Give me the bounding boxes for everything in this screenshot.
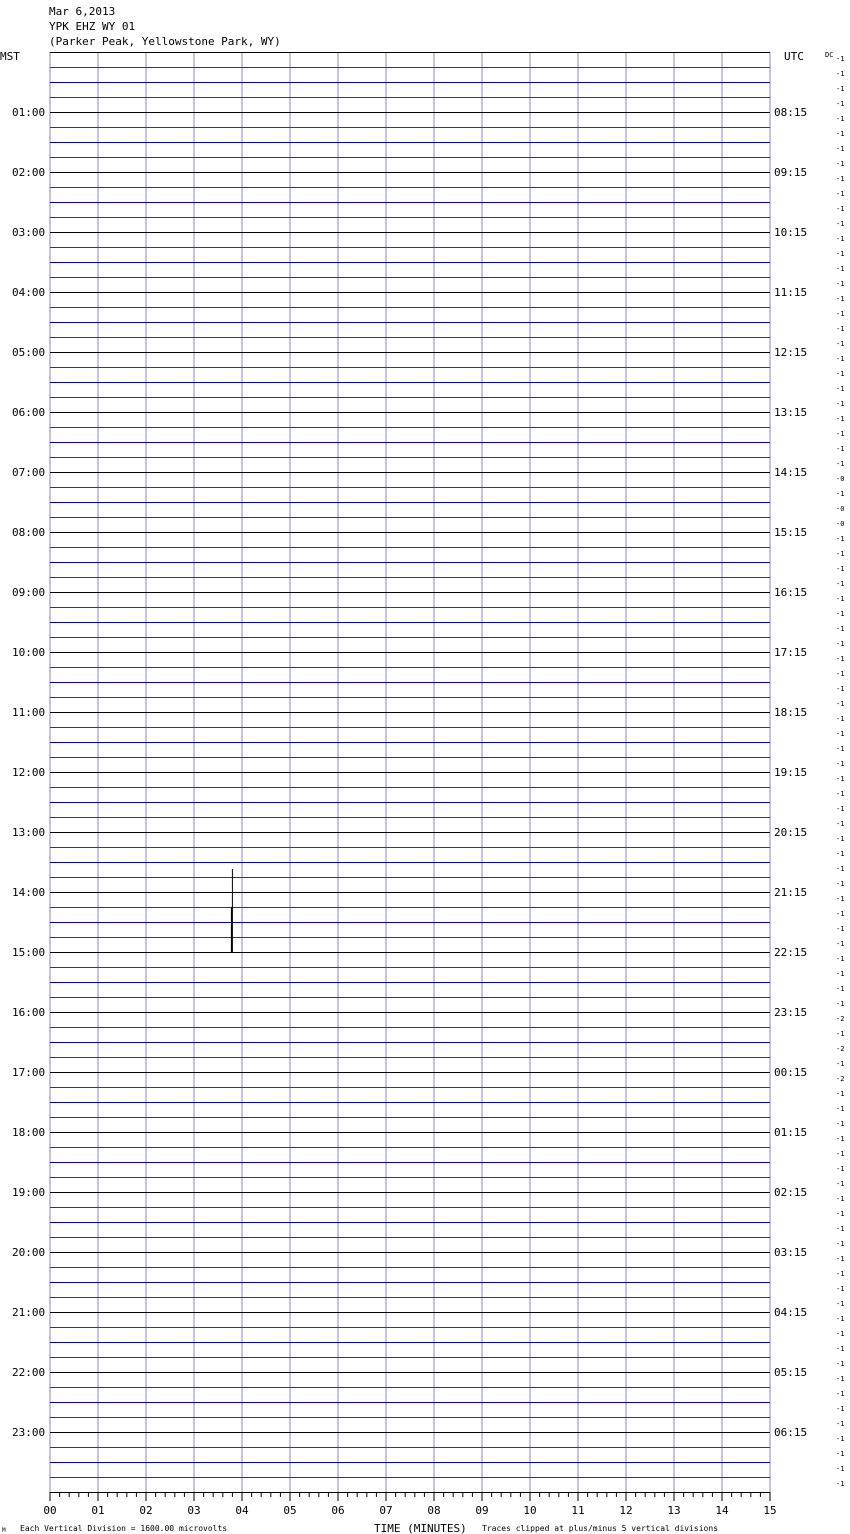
dc-offset-label: -1 [836,580,845,588]
mst-hour-label: 03:00 [12,226,46,239]
dc-offset-label: -1 [836,625,845,633]
x-tick-label: 04 [235,1504,249,1517]
x-tick-label: 01 [91,1504,105,1517]
dc-offset-label: -1 [836,445,845,453]
utc-hour-label: 18:15 [774,706,808,719]
dc-offset-label: -1 [836,1480,845,1488]
chart-date: Mar 6,2013 [49,5,116,18]
dc-offset-label: -1 [836,355,845,363]
mst-hour-label: 11:00 [12,706,46,719]
x-tick-label: 02 [139,1504,153,1517]
x-tick-label: 07 [379,1504,393,1517]
utc-hour-label: 10:15 [774,226,808,239]
utc-hour-label: 23:15 [774,1006,808,1019]
mst-hour-label: 05:00 [12,346,46,359]
dc-offset-label: -1 [836,340,845,348]
dc-offset-label: -1 [836,1135,845,1143]
dc-offset-label: -1 [836,175,845,183]
dc-offset-label: -1 [836,1060,845,1068]
utc-hour-label: 13:15 [774,406,808,419]
dc-offset-label: -1 [836,565,845,573]
mst-hour-label: 21:00 [12,1306,46,1319]
dc-offset-label: -1 [836,1435,845,1443]
dc-offset-label: -1 [836,250,845,258]
dc-offset-label: -1 [836,1300,845,1308]
dc-offset-label: -1 [836,865,845,873]
mst-axis-title: MST [0,50,20,63]
dc-offset-label: -1 [836,1255,845,1263]
dc-offset-label: -1 [836,295,845,303]
dc-offset-label: -1 [836,190,845,198]
utc-hour-label: 14:15 [774,466,808,479]
dc-offset-label: -1 [836,550,845,558]
dc-offset-label: -1 [836,970,845,978]
mst-hour-label: 06:00 [12,406,46,419]
dc-offset-label: -0 [836,520,845,528]
dc-offset-label: -1 [836,370,845,378]
dc-offset-label: -1 [836,925,845,933]
dc-offset-label: -1 [836,205,845,213]
dc-offset-label: -1 [836,1390,845,1398]
dc-offset-label: -2 [836,1075,845,1083]
dc-offset-label: -1 [836,100,845,108]
dc-offset-label: -1 [836,1285,845,1293]
dc-offset-label: -1 [836,1270,845,1278]
dc-offset-label: -1 [836,115,845,123]
x-axis-title: TIME (MINUTES) [374,1522,467,1534]
dc-offset-label: -1 [836,595,845,603]
mst-hour-label: 19:00 [12,1186,46,1199]
mst-hour-label: 12:00 [12,766,46,779]
mst-hour-label: 18:00 [12,1126,46,1139]
dc-offset-label: -1 [836,1375,845,1383]
mst-hour-label: 04:00 [12,286,46,299]
utc-hour-label: 19:15 [774,766,808,779]
dc-offset-label: -1 [836,940,845,948]
dc-offset-label: -1 [836,430,845,438]
x-tick-label: 11 [571,1504,585,1517]
dc-offset-label: -1 [836,1195,845,1203]
mst-hour-label: 08:00 [12,526,46,539]
dc-offset-label: -1 [836,1360,845,1368]
dc-offset-label: -1 [836,880,845,888]
utc-hour-label: 01:15 [774,1126,808,1139]
dc-offset-label: -1 [836,1210,845,1218]
dc-offset-label: -1 [836,655,845,663]
utc-hour-label: 11:15 [774,286,808,299]
dc-offset-label: -1 [836,805,845,813]
dc-offset-label: -1 [836,145,845,153]
dc-offset-label: -0 [836,475,845,483]
dc-offset-label: -1 [836,1405,845,1413]
utc-hour-label: 21:15 [774,886,808,899]
dc-offset-label: -1 [836,535,845,543]
dc-offset-label: -0 [836,505,845,513]
dc-offset-label: -1 [836,55,845,63]
dc-offset-label: -1 [836,820,845,828]
dc-offset-label: -1 [836,760,845,768]
dc-offset-label: -1 [836,490,845,498]
utc-hour-label: 08:15 [774,106,808,119]
dc-offset-label: -1 [836,715,845,723]
dc-offset-label: -1 [836,910,845,918]
clipping-note: Traces clipped at plus/minus 5 vertical divisions [482,1524,719,1533]
dc-offset-label: -1 [836,1030,845,1038]
vertical-division-note: Each Vertical Division = 1600.00 microvolts [20,1524,228,1533]
utc-hour-label: 06:15 [774,1426,808,1439]
mst-hour-label: 09:00 [12,586,46,599]
dc-offset-label: -1 [836,685,845,693]
dc-offset-label: -1 [836,1090,845,1098]
dc-offset-label: -2 [836,1045,845,1053]
mst-hour-label: 22:00 [12,1366,46,1379]
dc-offset-label: -1 [836,1150,845,1158]
station-code: YPK EHZ WY 01 [49,20,136,33]
dc-offset-label: -1 [836,1120,845,1128]
mst-hour-label: 20:00 [12,1246,46,1259]
x-tick-label: 00 [43,1504,57,1517]
mst-hour-label: 13:00 [12,826,46,839]
dc-offset-label: -1 [836,640,845,648]
station-location: (Parker Peak, Yellowstone Park, WY) [49,35,281,48]
x-tick-label: 06 [331,1504,345,1517]
dc-offset-label: -1 [836,1180,845,1188]
dc-offset-label: -1 [836,400,845,408]
dc-offset-label: -1 [836,85,845,93]
mst-hour-label: 07:00 [12,466,46,479]
utc-hour-label: 12:15 [774,346,808,359]
dc-offset-label: -1 [836,835,845,843]
mst-hour-label: 23:00 [12,1426,46,1439]
dc-offset-label: -1 [836,1315,845,1323]
mst-hour-label: 15:00 [12,946,46,959]
dc-offset-label: -1 [836,850,845,858]
dc-offset-label: -1 [836,130,845,138]
dc-offset-label: -1 [836,220,845,228]
mst-hour-label: 02:00 [12,166,46,179]
utc-axis-title: UTC [784,50,804,63]
dc-offset-label: -1 [836,1105,845,1113]
dc-offset-label: -1 [836,985,845,993]
dc-offset-label: -1 [836,70,845,78]
dc-offset-label: -1 [836,460,845,468]
mst-hour-label: 01:00 [12,106,46,119]
corner-mark: M [2,1527,6,1534]
x-tick-label: 09 [475,1504,489,1517]
utc-hour-label: 04:15 [774,1306,808,1319]
dc-offset-label: -1 [836,790,845,798]
mst-hour-label: 10:00 [12,646,46,659]
dc-offset-label: -1 [836,1345,845,1353]
dc-offset-label: -1 [836,415,845,423]
x-tick-label: 08 [427,1504,441,1517]
dc-offset-label: -1 [836,1465,845,1473]
x-tick-label: 14 [715,1504,729,1517]
mst-hour-label: 14:00 [12,886,46,899]
utc-hour-label: 22:15 [774,946,808,959]
dc-offset-label: -1 [836,1225,845,1233]
dc-offset-label: -1 [836,325,845,333]
dc-offset-label: -1 [836,670,845,678]
mst-hour-label: 17:00 [12,1066,46,1079]
x-tick-label: 13 [667,1504,681,1517]
utc-hour-label: 17:15 [774,646,808,659]
dc-offset-label: -1 [836,1165,845,1173]
utc-hour-label: 05:15 [774,1366,808,1379]
x-tick-label: 05 [283,1504,297,1517]
utc-hour-label: 16:15 [774,586,808,599]
dc-offset-label: -1 [836,1240,845,1248]
dc-offset-label: -1 [836,1330,845,1338]
dc-offset-label: -1 [836,700,845,708]
dc-offset-label: -1 [836,280,845,288]
dc-offset-label: -2 [836,1015,845,1023]
x-tick-label: 03 [187,1504,201,1517]
x-tick-label: 10 [523,1504,537,1517]
dc-offset-label: -1 [836,610,845,618]
dc-title: DC [825,51,834,59]
dc-offset-label: -1 [836,310,845,318]
utc-hour-label: 20:15 [774,826,808,839]
dc-offset-label: -1 [836,385,845,393]
x-tick-label: 12 [619,1504,633,1517]
utc-hour-label: 03:15 [774,1246,808,1259]
mst-hour-label: 16:00 [12,1006,46,1019]
dc-offset-label: -1 [836,1450,845,1458]
dc-offset-label: -1 [836,775,845,783]
dc-offset-label: -1 [836,895,845,903]
utc-hour-label: 00:15 [774,1066,808,1079]
dc-offset-label: -1 [836,730,845,738]
dc-offset-label: -1 [836,1000,845,1008]
dc-offset-label: -1 [836,1420,845,1428]
dc-offset-label: -1 [836,235,845,243]
utc-hour-label: 15:15 [774,526,808,539]
x-tick-label: 15 [763,1504,777,1517]
dc-offset-label: -1 [836,160,845,168]
dc-offset-label: -1 [836,955,845,963]
utc-hour-label: 09:15 [774,166,808,179]
utc-hour-label: 02:15 [774,1186,808,1199]
dc-offset-label: -1 [836,745,845,753]
dc-offset-label: -1 [836,265,845,273]
